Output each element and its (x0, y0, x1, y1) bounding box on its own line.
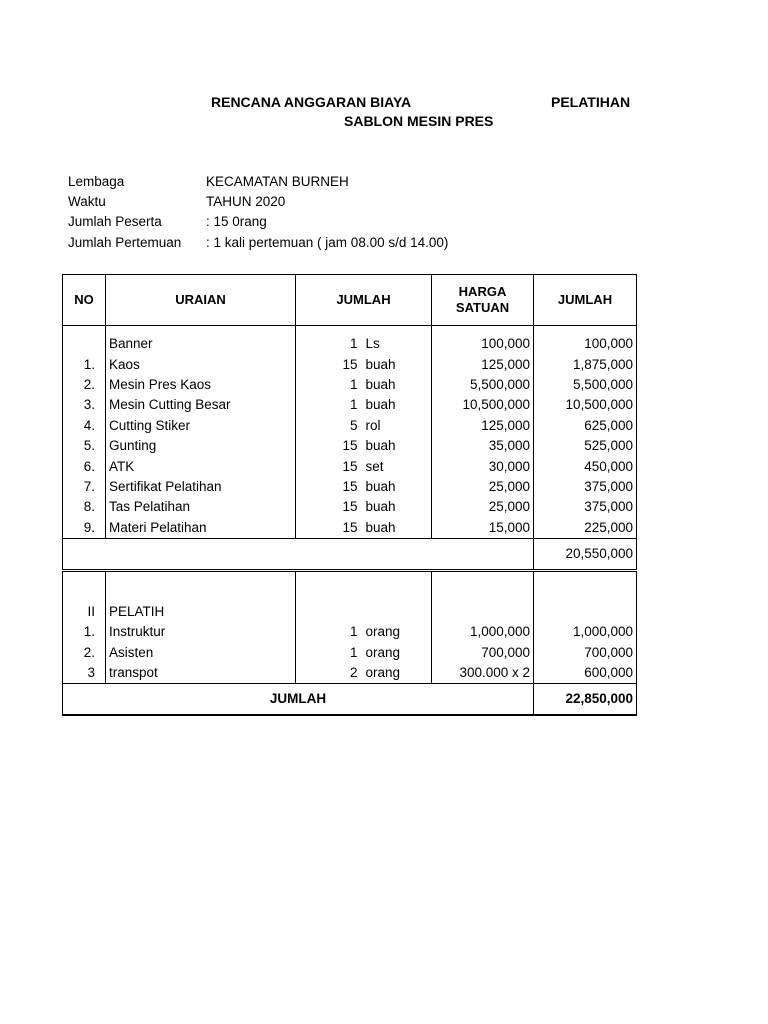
cell-unit: rol (364, 416, 432, 436)
table-row (63, 663, 637, 684)
header-harga-satuan (432, 275, 534, 326)
cell-qty: 15 (342, 478, 358, 494)
cell-price: 35,000 (432, 436, 534, 456)
cell-no: 2. (63, 375, 106, 395)
table-row (63, 456, 637, 476)
cell-total: 525,000 (534, 436, 637, 456)
table-row (63, 436, 637, 456)
cell-no: 8. (63, 497, 106, 517)
info-value-peserta: : 15 0rang (206, 214, 267, 229)
cell-price: 30,000 (432, 456, 534, 476)
table-header-row (63, 275, 637, 326)
cell-price: 100,000 (432, 334, 534, 354)
doc-title-line2: SABLON MESIN PRES (344, 113, 494, 129)
spacer-row (63, 580, 637, 602)
cell-uraian: Asisten (106, 643, 296, 663)
cell-price: 25,000 (432, 497, 534, 517)
budget-table (62, 274, 637, 716)
cell-total: 5,500,000 (534, 375, 637, 395)
table-row (63, 622, 637, 642)
cell-price: 125,000 (432, 354, 534, 374)
cell-qty: 5 (349, 417, 358, 433)
cell-price: 25,000 (432, 477, 534, 497)
cell-uraian: Cutting Stiker (106, 416, 296, 436)
table-row (63, 477, 637, 497)
cell-price: 125,000 (432, 416, 534, 436)
header-harga-line2: SATUAN (455, 300, 510, 315)
cell-total: 375,000 (534, 497, 637, 517)
section-title: PELATIH (106, 602, 296, 622)
cell-total: 625,000 (534, 416, 637, 436)
cell-qty: 1 (349, 397, 358, 413)
cell-no: 7. (63, 477, 106, 497)
table-row (63, 497, 637, 517)
table-row (63, 334, 637, 354)
cell-total: 10,500,000 (534, 395, 637, 415)
info-value-lembaga: KECAMATAN BURNEH (206, 174, 349, 189)
cell-qty: 1 (349, 644, 358, 660)
cell-uraian: Sertifikat Pelatihan (106, 477, 296, 497)
header-uraian: URAIAN (106, 275, 296, 326)
cell-unit: buah (364, 354, 432, 374)
double-rule-row (63, 570, 637, 580)
cell-price: 1,000,000 (432, 622, 534, 642)
cell-unit: buah (364, 497, 432, 517)
cell-unit: set (364, 456, 432, 476)
cell-no: 3 (63, 663, 106, 684)
grand-total-value: 22,850,000 (534, 684, 637, 716)
cell-total: 700,000 (534, 643, 637, 663)
cell-qty: 15 (342, 438, 358, 454)
info-label-waktu: Waktu (68, 194, 106, 209)
doc-title-left: RENCANA ANGGARAN BIAYA (211, 94, 412, 110)
cell-qty: 1 (349, 376, 358, 392)
cell-unit: orang (364, 643, 432, 663)
grand-total-label: JUMLAH (63, 684, 534, 716)
doc-title-right: PELATIHAN (551, 94, 631, 110)
cell-price: 700,000 (432, 643, 534, 663)
cell-no: 5. (63, 436, 106, 456)
header-total: JUMLAH (534, 275, 637, 326)
table-row (63, 643, 637, 663)
cell-uraian: Mesin Cutting Besar (106, 395, 296, 415)
cell-unit: buah (364, 477, 432, 497)
table-row (63, 354, 637, 374)
cell-total: 450,000 (534, 456, 637, 476)
cell-unit: orang (364, 622, 432, 642)
cell-total: 225,000 (534, 518, 637, 539)
header-no: NO (63, 275, 106, 326)
cell-uraian: Kaos (106, 354, 296, 374)
cell-price: 5,500,000 (432, 375, 534, 395)
cell-uraian: Gunting (106, 436, 296, 456)
cell-unit: buah (364, 395, 432, 415)
cell-qty: 15 (342, 519, 358, 535)
info-label-pertemuan: Jumlah Pertemuan (68, 235, 182, 250)
info-value-pertemuan: : 1 kali pertemuan ( jam 08.00 s/d 14.00) (206, 235, 449, 250)
cell-qty: 15 (342, 356, 358, 372)
cell-qty: 1 (349, 336, 358, 352)
header-jumlah: JUMLAH (296, 275, 432, 326)
cell-unit: buah (364, 518, 432, 539)
cell-no: 1. (63, 622, 106, 642)
cell-no: 4. (63, 416, 106, 436)
section-header-row (63, 602, 637, 622)
cell-unit: Ls (364, 334, 432, 354)
cell-total: 1,000,000 (534, 622, 637, 642)
cell-no (63, 334, 106, 354)
cell-no: 1. (63, 354, 106, 374)
header-harga-line1: HARGA (458, 284, 507, 299)
grand-total-row (63, 684, 637, 716)
cell-price: 15,000 (432, 518, 534, 539)
table-row (63, 375, 637, 395)
cell-price: 10,500,000 (432, 395, 534, 415)
cell-uraian: Mesin Pres Kaos (106, 375, 296, 395)
cell-uraian: ATK (106, 456, 296, 476)
subtotal-value: 20,550,000 (534, 538, 637, 570)
cell-uraian: Instruktur (106, 622, 296, 642)
table-row (63, 395, 637, 415)
subtotal-row (63, 538, 637, 570)
info-label-peserta: Jumlah Peserta (68, 214, 162, 229)
cell-total: 1,875,000 (534, 354, 637, 374)
cell-uraian: transpot (106, 663, 296, 684)
cell-total: 375,000 (534, 477, 637, 497)
section-no: II (63, 602, 106, 622)
cell-price: 300.000 x 2 (432, 663, 534, 684)
cell-no: 6. (63, 456, 106, 476)
cell-qty: 2 (296, 663, 364, 684)
info-label-lembaga: Lembaga (68, 174, 125, 189)
cell-qty: 15 (342, 458, 358, 474)
cell-unit: buah (364, 436, 432, 456)
cell-qty: 1 (349, 624, 358, 640)
cell-no: 9. (63, 518, 106, 539)
cell-uraian: Tas Pelatihan (106, 497, 296, 517)
cell-qty: 15 (342, 499, 358, 515)
table-row (63, 518, 637, 539)
cell-total: 100,000 (534, 334, 637, 354)
cell-uraian: Banner (106, 334, 296, 354)
spacer-row (63, 326, 637, 335)
cell-unit: orang (364, 663, 432, 684)
table-row (63, 416, 637, 436)
cell-no: 3. (63, 395, 106, 415)
info-value-waktu: TAHUN 2020 (206, 194, 286, 209)
cell-unit: buah (364, 375, 432, 395)
subtotal-label (63, 538, 534, 570)
cell-no: 2. (63, 643, 106, 663)
cell-uraian: Materi Pelatihan (106, 518, 296, 539)
cell-total: 600,000 (534, 663, 637, 684)
